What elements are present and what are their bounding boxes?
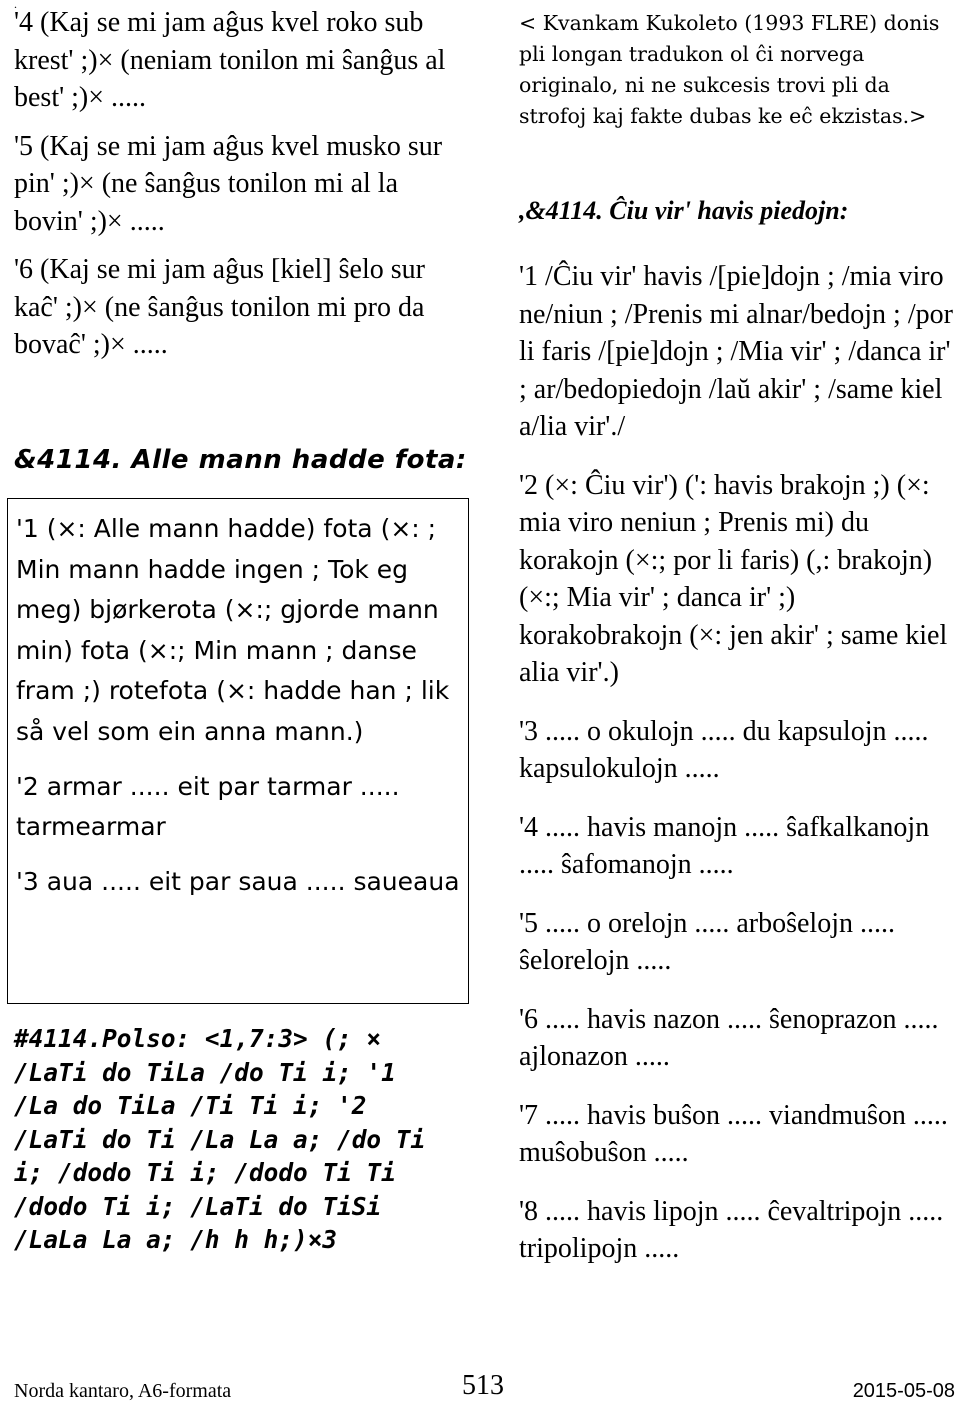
footer-date: 2015-05-08	[852, 1380, 955, 1402]
eo-verse-8: '8 ..... havis lipojn ..... ĉevaltripojn ..... tripolipojn .....	[519, 1195, 951, 1264]
left-verses	[14, 4, 469, 364]
eo-verse-5: '5 ..... o orelojn ..... arboŝelojn ..... ŝelorelojn .....	[519, 907, 902, 976]
verse-5: '5 (Kaj se mi jam aĝus kvel musko sur pin' ;)× (ne ŝanĝus tonilon mi al la bovin' ;)× .....	[14, 130, 450, 237]
norwegian-lyrics-box	[7, 498, 469, 1004]
eo-verse-1: '1 /Ĉiu vir' havis /[pie]dojn ; /mia viro ne/niun ; /Prenis mi alnar/bedojn ; /por li faris /[pie]dojn ; /Mia vir' ; /danca ir' ; ar/bedopiedojn /laŭ akir' ; /same kiel a/lia vir'./	[519, 261, 960, 442]
eo-verse-6: '6 ..... havis nazon ..... ŝenoprazon ..... ajlonazon .....	[519, 1003, 946, 1072]
eo-verse-4: '4 ..... havis manojn ..... ŝafkalkanojn ..... ŝafomanojn .....	[519, 811, 937, 880]
translator-note: < Kvankam Kukoleto (1993 FLRE) donis pli longan tradukon ol ĉi norvega originalo, ni ne sukcesis trovi pli da strofoj kaj fakte dubas ke eĉ ekzistas.>	[519, 11, 940, 128]
song-heading-esperanto: ,&4114. Ĉiu vir' havis piedojn:	[519, 196, 849, 225]
song-heading-norwegian: &4114. Alle mann hadde fota:	[14, 445, 467, 475]
top-mark: .	[14, 0, 17, 11]
right-verses	[519, 258, 960, 1268]
box-verse-3: '3 aua ..... eit par saua ..... saueaua	[16, 866, 460, 896]
footer-book-title: Norda kantaro, A6-formata	[14, 1380, 232, 1402]
verse-6: '6 (Kaj se mi jam aĝus [kiel] ŝelo sur kaĉ' ;)× (ne ŝanĝus tonilon mi pro da bovaĉ' ;)× .....	[14, 254, 432, 360]
eo-verse-2: '2 (×: Ĉiu vir') (': havis brakojn ;) (×: mia viro neniun ; Prenis mi) du korakojn (×:; por li faris) (,: brakojn) (×:; Mia vir' ; danca ir' ;) korakobrakojn (×: jen akir' ; same kiel alia vir'.)	[519, 469, 955, 688]
box-verse-2: '2 armar ..... eit par tarmar ..... tarmearmar	[16, 771, 400, 842]
box-verse-1: '1 (×: Alle mann hadde) fota (×: ; Min mann hadde ingen ; Tok eg meg) bjørkerota (×:; gjorde mann min) fota (×:; Min mann ; danse fram ;) rotefota (×: hadde han ; lik så vel som ein anna mann.)	[16, 514, 450, 746]
page-number: 513	[462, 1370, 504, 1401]
eo-verse-7: '7 ..... havis buŝon ..... viandmuŝon ..... muŝobuŝon .....	[519, 1099, 955, 1168]
music-notation: #4114.Polso: <1,7:3> (; × /LaTi do TiLa /do Ti i; '1 /La do TiLa /Ti Ti i; '2 /LaTi do Ti /La La a; /do Ti i; /dodo Ti i; /dodo Ti Ti /dodo Ti i; /LaTi do TiSi /LaLa La a; /h h h;)×3	[14, 1024, 440, 1254]
page-footer	[0, 1370, 960, 1406]
eo-verse-3: '3 ..... o okulojn ..... du kapsulojn ..... kapsulokulojn .....	[519, 715, 936, 784]
verse-4: '4 (Kaj se mi jam aĝus kvel roko sub krest' ;)× (neniam tonilon mi ŝanĝus al best' ;)× .....	[14, 7, 453, 113]
